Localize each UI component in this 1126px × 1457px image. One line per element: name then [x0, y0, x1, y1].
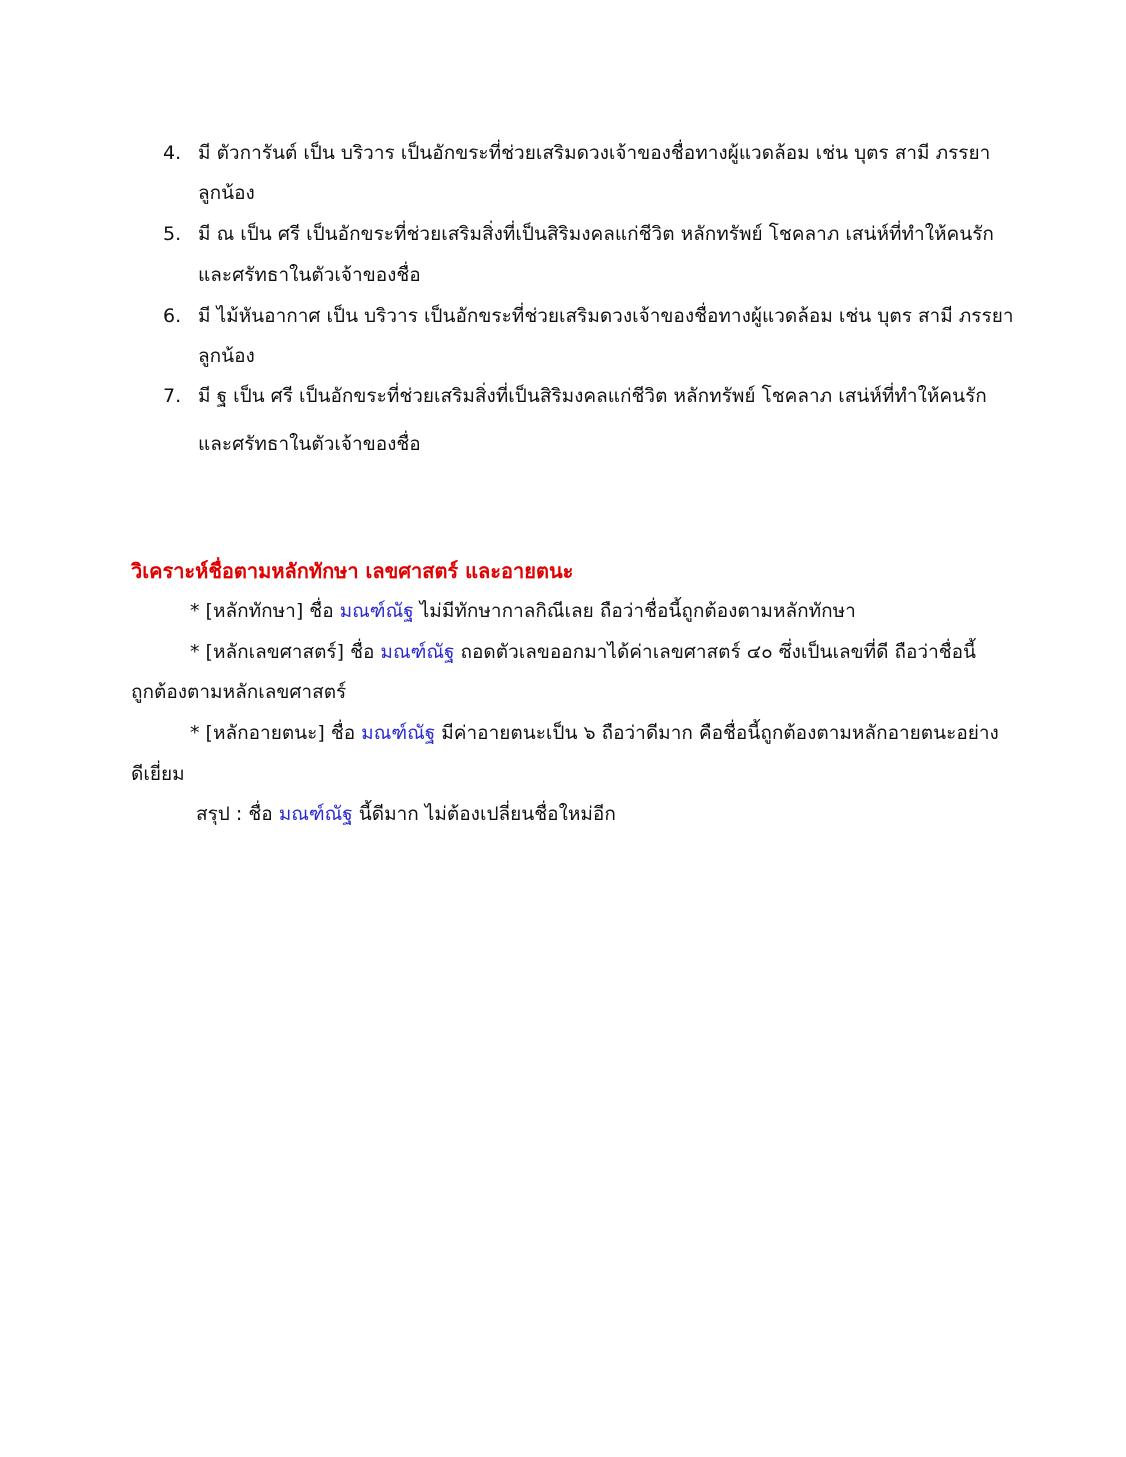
list-item-number: 5. [163, 223, 182, 245]
highlighted-name: มณฑ์ณัฐ [278, 803, 353, 825]
list-item-number: 6. [163, 305, 182, 327]
summary-suffix: นี้ดีมาก ไม่ต้องเปลี่ยนชื่อใหม่อีก [352, 803, 616, 825]
list-item-text: มี ไม้หันอากาศ เป็น บริวาร เป็นอักขระที่ช่วยเสริมดวงเจ้าของชื่อทางผู้แวดล้อม เช่น บุตร สามี ภรรยา [198, 305, 1014, 327]
highlighted-name: มณฑ์ณัฐ [339, 600, 414, 622]
highlighted-name: มณฑ์ณัฐ [380, 641, 455, 663]
highlighted-name: มณฑ์ณัฐ [361, 722, 436, 744]
list-item-number: 7. [163, 385, 182, 407]
list-item-text-cont: และศรัทธาในตัวเจ้าของชื่อ [198, 433, 421, 455]
list-item-text-cont: และศรัทธาในตัวเจ้าของชื่อ [198, 264, 421, 286]
list-item-text: มี ตัวการันต์ เป็น บริวาร เป็นอักขระที่ช่วยเสริมดวงเจ้าของชื่อทางผู้แวดล้อม เช่น บุตร สามี ภรรยา [198, 142, 991, 164]
list-item-text-cont: ลูกน้อง [198, 345, 255, 367]
list-item-number: 4. [163, 142, 182, 164]
taksa-prefix: * [หลักทักษา] ชื่อ [190, 600, 340, 622]
summary-prefix: สรุป : ชื่อ [196, 803, 279, 825]
numerology-prefix: * [หลักเลขศาสตร์] ชื่อ [190, 641, 381, 663]
list-item-text-cont: ลูกน้อง [198, 182, 255, 204]
list-item-text: มี ฐ เป็น ศรี เป็นอักขระที่ช่วยเสริมสิ่งที่เป็นสิริมงคลแก่ชีวิต หลักทรัพย์ โชคลาภ เสน่ห์ที่ทำให้คนรัก [198, 385, 987, 407]
list-item-text: มี ณ เป็น ศรี เป็นอักขระที่ช่วยเสริมสิ่งที่เป็นสิริมงคลแก่ชีวิต หลักทรัพย์ โชคลาภ เสน่ห์ที่ทำให้คนรัก [198, 223, 994, 245]
numerology-suffix: ถอดตัวเลขออกมาได้ค่าเลขศาสตร์ ๔๐ ซึ่งเป็นเลขที่ดี ถือว่าชื่อนี้ [454, 641, 977, 663]
analysis-heading: วิเคราะห์ชื่อตามหลักทักษา เลขศาสตร์ และอายตนะ [131, 559, 574, 583]
numerology-paragraph-cont: ถูกต้องตามหลักเลขศาสตร์ [131, 681, 347, 703]
taksa-paragraph [190, 599, 856, 623]
taksa-suffix: ไม่มีทักษากาลกิณีเลย ถือว่าชื่อนี้ถูกต้องตามหลักทักษา [413, 600, 856, 622]
ayatana-prefix: * [หลักอายตนะ] ชื่อ [190, 722, 362, 744]
ayatana-paragraph-cont: ดีเยี่ยม [131, 763, 185, 785]
summary-paragraph [196, 802, 616, 826]
ayatana-suffix: มีค่าอายตนะเป็น ๖ ถือว่าดีมาก คือชื่อนี้ถูกต้องตามหลักอายตนะอย่าง [435, 722, 999, 744]
ayatana-paragraph [190, 721, 999, 745]
numerology-paragraph [190, 640, 976, 664]
